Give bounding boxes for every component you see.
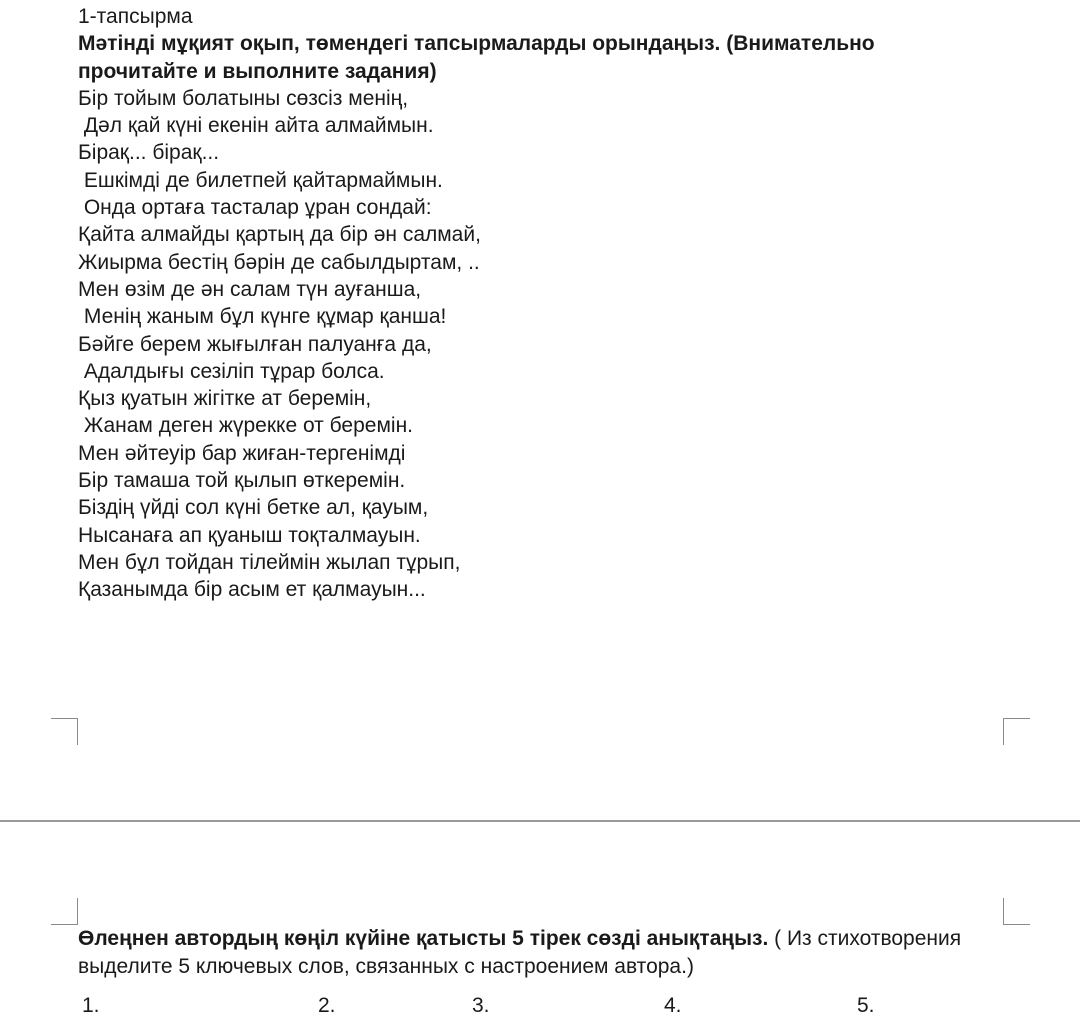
poem-line: Нысанаға ап қуаныш тоқталмауын. [78, 523, 421, 547]
poem-line: Жанам деген жүрекке от беремін. [78, 414, 413, 438]
margin-corner-mark [1003, 898, 1030, 925]
poem-line: Қайта алмайды қартың да бір ән салмай, [78, 223, 481, 247]
poem-line: Мен бұл тойдан тілеймін жылап тұрып, [78, 550, 461, 574]
poem-line: Мен өзім де ән салам түн ауғанша, [78, 277, 422, 301]
poem-line: Ешкімді де билетпей қайтармаймын. [78, 168, 443, 192]
poem-line: Дәл қай күні екенін айта алмаймын. [78, 114, 434, 138]
poem-line: Қыз қуатын жігітке ат беремін, [78, 387, 372, 411]
answer-number: 1. [82, 994, 100, 1017]
answer-number: 3. [472, 994, 490, 1017]
answer-number: 4. [664, 994, 682, 1017]
margin-corner-mark [51, 718, 78, 745]
poem-line: Бірақ... бірақ... [78, 141, 220, 165]
poem-line: Мен әйтеуір бар жиған-тергенімді [78, 441, 406, 465]
poem-line: Біздің үйді сол күні бетке ал, қауым, [78, 496, 429, 520]
document-page-1 [78, 3, 1038, 604]
poem-line: Менің жаным бұл күнге құмар қанша! [78, 305, 447, 329]
question-bold-text: Өлеңнен автордың көңіл күйіне қатысты 5 тірек сөзді анықтаңыз. [78, 927, 769, 950]
poem-line: Онда ортаға тасталар ұран сондай: [78, 196, 432, 220]
margin-corner-mark [1003, 718, 1030, 745]
poem-line: Бір тамаша той қылып өткеремін. [78, 469, 406, 493]
poem-line: Қазанымда бір асым ет қалмауын... [78, 578, 426, 602]
task-number: 1-тапсырма [78, 5, 193, 28]
poem-line: Бір тойым болатыны сөзсіз менің, [78, 86, 409, 110]
poem-line: Бәйге берем жығылған палуанға да, [78, 332, 432, 356]
margin-corner-mark [51, 898, 78, 925]
poem [78, 85, 1038, 604]
poem-line: Жиырма бестің бәрін де сабылдыртам, .. [78, 250, 480, 274]
question-paragraph [78, 925, 998, 981]
task-instruction: Мәтінді мұқият оқып, төмендегі тапсырмаларды орындаңыз. (Внимательно прочитайте и выполните задания) [78, 32, 875, 83]
answer-numbers-row [0, 994, 1080, 1022]
answer-number: 5. [857, 994, 875, 1017]
page-break-divider [0, 820, 1080, 822]
answer-number: 2. [318, 994, 336, 1017]
poem-line: Адалдығы сезіліп тұрар болса. [78, 359, 385, 383]
question-translation: ( Из стихотворения выделите 5 ключевых слов, связанных с настроением автора.) [78, 927, 962, 978]
